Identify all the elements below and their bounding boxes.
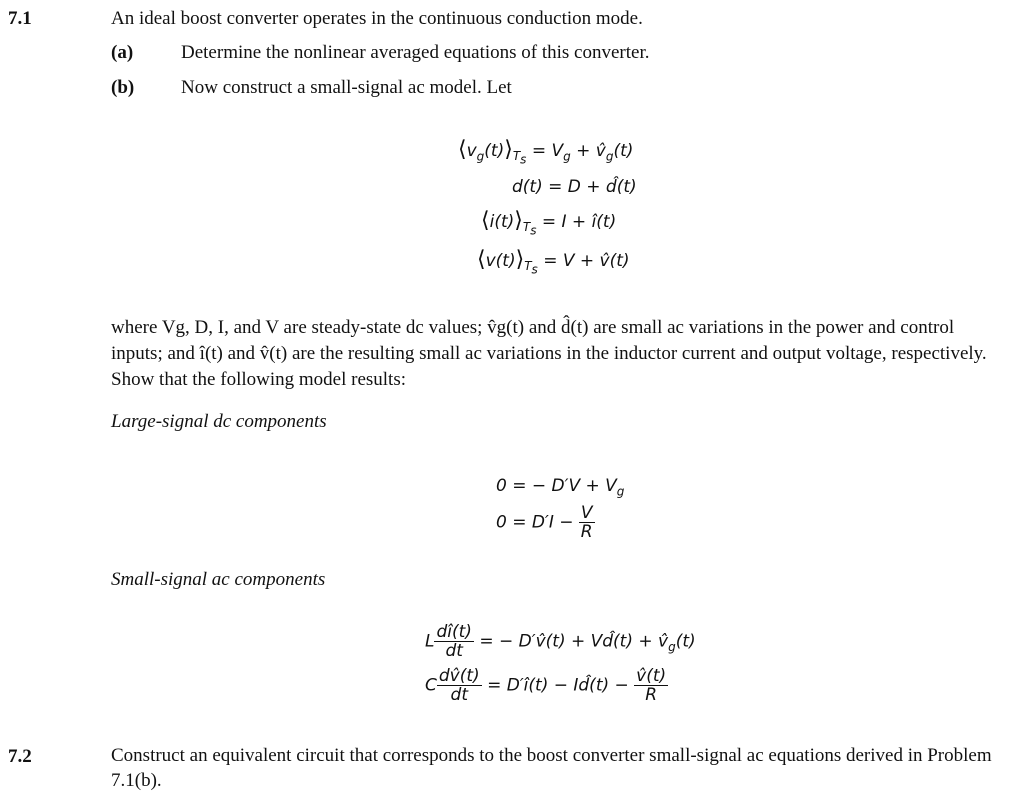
equation-i-perturbation: $⟨i(t)⟩_{T_s} = I$ + î(t)	[481, 208, 617, 238]
ac-equation-inductor: L $\frac{dî(t)}{dt}$ = − D′v̂(t) + Vd̂(t) + $v̂_g(t)$	[425, 622, 696, 661]
dc-components-heading: Large-signal dc components	[111, 411, 327, 432]
problem-number-7-2: 7.2	[8, 746, 32, 767]
part-a-label: (a)	[111, 42, 134, 63]
equation-d-perturbation: d(t) = D + d̂(t)	[512, 177, 637, 197]
ac-components-heading: Small-signal ac components	[111, 569, 326, 590]
problem-number-7-1: 7.1	[8, 8, 32, 29]
equation-v-perturbation: $⟨v(t)⟩_{T_s} = V$ + v̂(t)	[477, 247, 630, 277]
part-b-text: Now construct a small-signal ac model. Let	[181, 77, 512, 98]
problem-7-2-text: Construct an equivalent circuit that corresponds to the boost converter small-signal ac equations derived in Problem 7.1(b).	[111, 745, 992, 791]
where-paragraph: where Vg, D, I, and V are steady-state dc values; v̂g(t) and d̂(t) are small ac variations in the power and control inputs; and î(t) and v̂(t) are the resulting small ac variations in the inductor current and output voltage, respectively. Show that the following model results:	[111, 317, 987, 390]
part-b-label: (b)	[111, 77, 135, 98]
dc-equation-2: 0 = D′I − $\frac{V}{R}$	[496, 503, 593, 542]
ac-equation-capacitor: C $\frac{dv̂(t)}{dt}$ = D′î(t) − Id̂(t) − $\frac{v̂(t)}{R}$	[425, 666, 667, 705]
part-a-text: Determine the nonlinear averaged equations of this converter.	[181, 42, 650, 63]
problem-intro: An ideal boost converter operates in the continuous conduction mode.	[111, 8, 643, 29]
equation-vg-perturbation: $⟨v_g(t)⟩_{T_s} = V_g$ + $v̂_g(t)$	[458, 137, 634, 167]
dc-equation-1: 0 = − $D'V + V_g$	[496, 476, 625, 499]
